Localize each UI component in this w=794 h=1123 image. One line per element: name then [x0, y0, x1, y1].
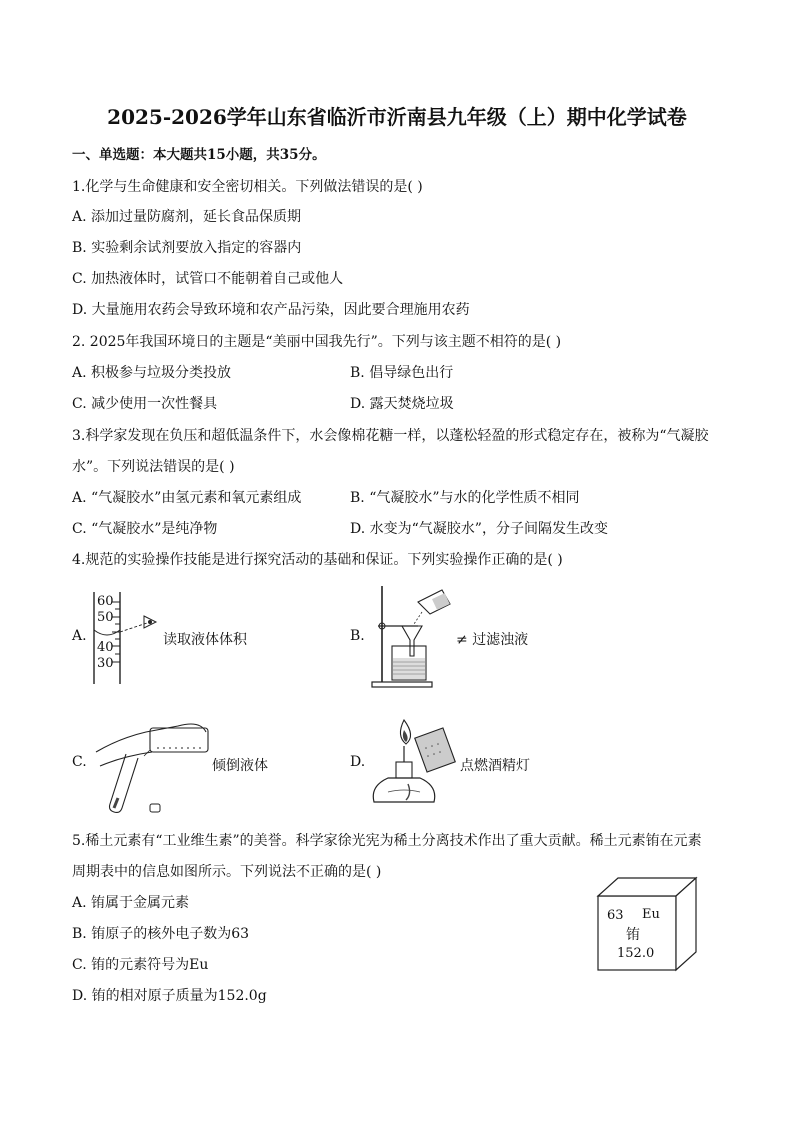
q1-option-a: A. 添加过量防腐剂，延长食品保质期	[72, 209, 302, 225]
q4-option-d-caption: 点燃酒精灯	[460, 758, 530, 774]
q5-option-b: B. 铕原子的核外电子数为63	[72, 926, 250, 942]
q1-stem: 1.化学与生命健康和安全密切相关。下列做法错误的是( )	[72, 179, 423, 195]
q3-option-a: A. “气凝胶水”由氢元素和氧元素组成	[72, 490, 302, 506]
pouring-liquid-figure	[90, 712, 210, 816]
q4-stem: 4.规范的实验操作技能是进行探究活动的基础和保证。下列实验操作正确的是( )	[72, 552, 563, 568]
q5-stem-line2: 周期表中的信息如图所示。下列说法不正确的是( )	[72, 864, 382, 880]
not-equal-mark: ≠	[456, 632, 473, 648]
alcohol-lamp-figure	[368, 716, 460, 816]
q4-option-b-caption-text: 过滤浊液	[472, 632, 529, 648]
q4-option-c-caption: 倾倒液体	[212, 758, 268, 774]
element-name: 铕	[626, 927, 640, 943]
q4-option-c-label: C.	[72, 754, 87, 770]
q4-option-a-label: A.	[72, 628, 87, 644]
section-header: 一、单选题：本大题共15小题，共35分。	[72, 147, 326, 163]
q3-option-c: C. “气凝胶水”是纯净物	[72, 521, 218, 537]
q3-option-d: D. 水变为“气凝胶水”，分子间隔发生改变	[350, 521, 608, 537]
element-symbol: Eu	[642, 907, 660, 922]
cylinder-tick-30: 30	[97, 656, 114, 671]
q1-option-d: D. 大量施用农药会导致环境和农产品污染，因此要合理施用农药	[72, 302, 470, 318]
q5-stem-line1: 5.稀土元素有“工业维生素”的美誉。科学家徐光宪为稀土分离技术作出了重大贡献。稀土元素铕在元素	[72, 833, 702, 849]
cylinder-tick-50: 50	[97, 610, 114, 625]
q2-stem: 2. 2025年我国环境日的主题是“美丽中国我先行”。下列与该主题不相符的是( )	[72, 334, 562, 350]
q4-option-b-label: B.	[350, 628, 365, 644]
q2-option-b: B. 倡导绿色出行	[350, 365, 454, 381]
q1-option-c: C. 加热液体时，试管口不能朝着自己或他人	[72, 271, 344, 287]
q3-stem-line1: 3.科学家发现在负压和超低温条件下，水会像棉花糖一样，以蓬松轻盈的形式稳定存在，被称为“气凝胶	[72, 428, 709, 444]
q4-option-a-caption: 读取液体体积	[163, 632, 247, 648]
q1-option-b: B. 实验剩余试剂要放入指定的容器内	[72, 240, 302, 256]
q3-stem-line2: 水”。下列说法错误的是( )	[72, 459, 235, 475]
q4-option-d-label: D.	[350, 754, 366, 770]
exam-title: 2025-2026学年山东省临沂市沂南县九年级（上）期中化学试卷	[107, 105, 687, 129]
cylinder-tick-60: 60	[97, 594, 114, 609]
q3-option-b: B. “气凝胶水”与水的化学性质不相同	[350, 490, 580, 506]
element-atomic-mass: 152.0	[617, 946, 655, 961]
cylinder-tick-40: 40	[97, 640, 114, 655]
q2-option-c: C. 减少使用一次性餐具	[72, 396, 218, 412]
q2-option-d: D. 露天焚烧垃圾	[350, 396, 454, 412]
q5-option-c: C. 铕的元素符号为Eu	[72, 957, 209, 973]
element-atomic-number: 63	[607, 908, 624, 923]
q5-option-a: A. 铕属于金属元素	[72, 895, 190, 911]
q5-option-d: D. 铕的相对原子质量为152.0g	[72, 988, 267, 1004]
q2-option-a: A. 积极参与垃圾分类投放	[72, 365, 232, 381]
q4-option-b-caption	[456, 629, 528, 649]
filtration-apparatus-figure	[368, 584, 468, 690]
